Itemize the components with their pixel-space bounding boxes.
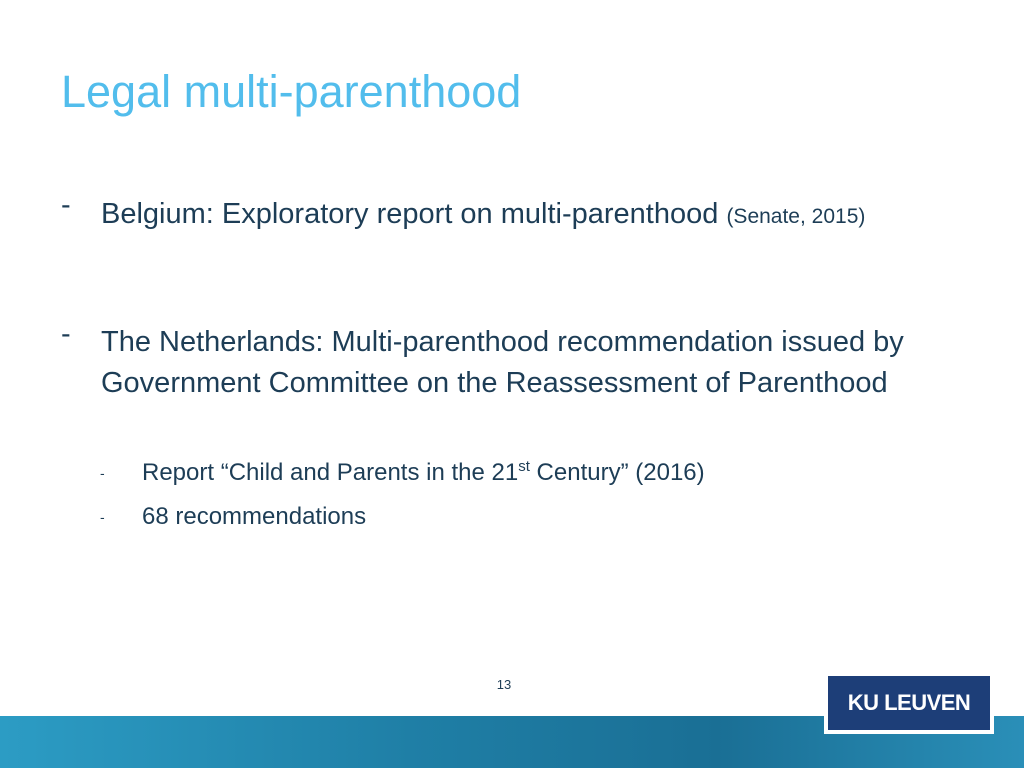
sub-bullet-text-before: Report “Child and Parents in the 21 [142, 459, 519, 486]
sub-bullet-report [100, 458, 705, 488]
sub-bullet-text: 68 recommendations [142, 503, 367, 530]
slide-title: Legal multi-parenthood [61, 66, 522, 117]
bullet-main-text: Belgium: Exploratory report on multi-parenthood [101, 198, 727, 230]
bullet-text [101, 193, 971, 238]
bullet-note: (Senate, 2015) [726, 205, 866, 228]
sub-bullet-marker: - [100, 465, 105, 481]
sub-bullet-recommendations [100, 502, 366, 532]
sub-bullet-marker: - [100, 509, 105, 525]
ku-leuven-logo: KU LEUVEN [828, 676, 990, 730]
sub-bullet-text-after: Century” (2016) [529, 459, 705, 486]
bullet-marker: - [61, 318, 71, 350]
page-number: 13 [496, 677, 512, 692]
bullet-marker: - [61, 189, 71, 221]
sub-bullet-text [142, 459, 705, 486]
sub-bullet-superscript: st [518, 458, 530, 475]
bullet-netherlands [61, 318, 971, 404]
bullet-belgium [61, 189, 971, 238]
bullet-main-text: The Netherlands: Multi-parenthood recommendation issued by Government Committee on the Reassessment of Parenthood [101, 326, 904, 399]
